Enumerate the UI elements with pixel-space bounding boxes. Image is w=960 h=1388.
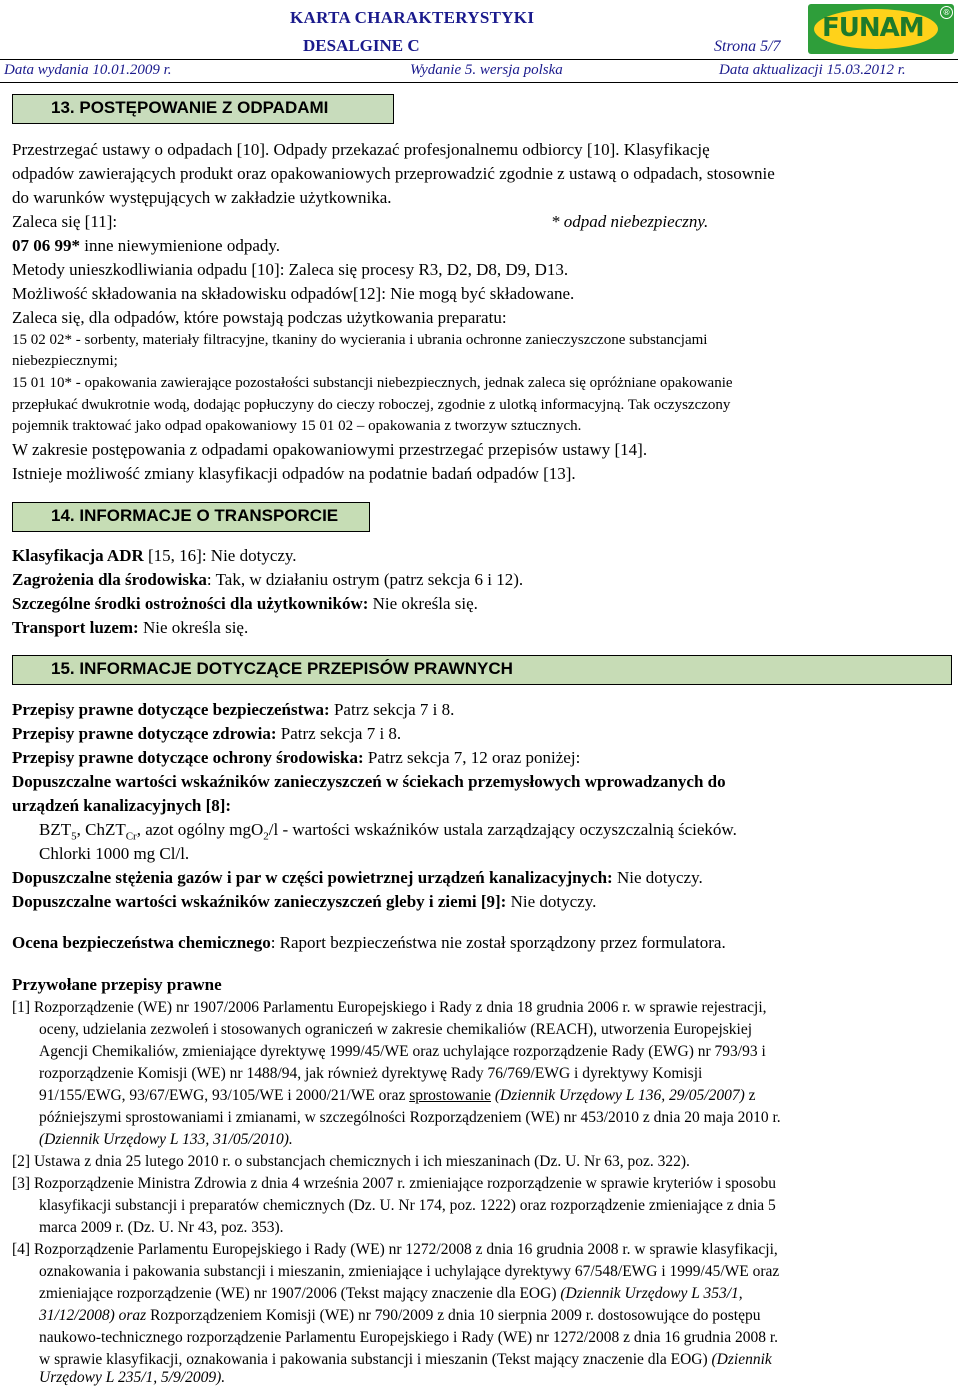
env-protection-value: Patrz sekcja 7, 12 oraz poniżej: (363, 748, 581, 767)
ref-4-line-1: [4] Rozporządzenie Parlamentu Europejskiego i Rady (WE) nr 1272/2008 z dnia 16 grudnia 2008 r. w sprawie klasyfikacji, (12, 1241, 778, 1258)
chzt-text: , ChZT (76, 820, 126, 839)
adr-label: Klasyfikacja ADR (12, 546, 144, 565)
s13-recommend (12, 212, 117, 232)
gas-label: Dopuszczalne stężenia gazów i par w części powietrznej urządzeń kanalizacyjnych: (12, 868, 613, 887)
ref-1-tail: z (744, 1087, 756, 1104)
s15-sewer-line-1: Dopuszczalne wartości wskaźników zanieczyszczeń w ściekach przemysłowych wprowadzanych do (12, 772, 726, 791)
waste-code-desc: inne niewymienione odpady. (80, 236, 281, 255)
ref-2: [2] Ustawa z dnia 25 lutego 2010 r. o substancjach chemicznych i ich mieszaninach (Dz. U. Nr 63, poz. 322). (12, 1153, 690, 1170)
s13-line-2: odpadów zawierających produkt oraz opakowaniowych przeprowadzić zgodnie z ustawą o odpadach, stosownie (12, 164, 775, 183)
header-issue-date: Data wydania 10.01.2009 r. (4, 62, 172, 78)
header-divider (0, 59, 958, 60)
gas-value: Nie dotyczy. (612, 868, 703, 887)
bzt-text: BZT (39, 820, 72, 839)
ref-4-journal: (Dziennik Urzędowy L 353/1, (560, 1285, 743, 1302)
precautions-label: Szczególne środki ostrożności dla użytkowników: (12, 594, 369, 613)
header-update-date: Data aktualizacji 15.03.2012 r. (719, 62, 906, 78)
s13-line-15: Istnieje możliwość zmiany klasyfikacji odpadów na podatnie badań odpadów [13]. (12, 464, 576, 483)
s13-line-14: W zakresie postępowania z odpadami opakowaniowymi przestrzegać przepisów ustawy [14]. (12, 440, 648, 459)
header-edition: Wydanie 5. wersja polska (410, 62, 563, 78)
funam-logo (808, 4, 954, 54)
chzt-subscript: Cr (125, 830, 137, 843)
ref-4-text-2: w sprawie klasyfikacji, oznakowania i pakowania substancji i mieszanin (Tekst mający znaczenie dla EOG) (39, 1351, 712, 1368)
health-label: Przepisy prawne dotyczące zdrowia: (12, 724, 277, 743)
s13-recommend-label: Zaleca się [11]: (12, 212, 118, 231)
header-product-name: DESALGINE C (303, 36, 420, 55)
s15-soil (12, 892, 596, 912)
section-13-title: 13. POSTĘPOWANIE Z ODPADAMI (51, 98, 329, 117)
section-13-heading (12, 94, 394, 124)
s14-bulk (12, 618, 248, 638)
ref-1-line-5 (39, 1087, 756, 1105)
section-15-title: 15. INFORMACJE DOTYCZĄCE PRZEPISÓW PRAWNYCH (51, 659, 513, 678)
o2-subscript: 2 (263, 830, 269, 843)
health-value: Patrz sekcja 7 i 8. (276, 724, 402, 743)
s14-precautions (12, 594, 478, 614)
soil-value: Nie dotyczy. (506, 892, 597, 911)
section-14-heading (12, 502, 370, 532)
s13-line-8: Zaleca się, dla odpadów, które powstają podczas użytkowania preparatu: (12, 308, 507, 327)
ref-1-journal: (Dziennik Urzędowy L 136, 29/05/2007) (491, 1087, 745, 1104)
ref-1-line-3: Agencji Chemikaliów, zmieniające dyrektywę 1999/45/WE oraz uchylające rozporządzenie Rady (EWG) nr 793/93 i (39, 1043, 766, 1060)
s15-safety (12, 700, 454, 720)
ref-3-line-2: klasyfikacji substancji i preparatów chemicznych (Dz. U. Nr 174, poz. 1222) oraz rozporządzenie zmieniające z dnia 5 (39, 1197, 776, 1214)
ref-4-line-2: oznakowania i pakowania substancji i mieszanin, zmieniające i uchylające dyrektywy 67/548/EWG i 1999/45/WE oraz (39, 1263, 780, 1280)
csa-label: Ocena bezpieczeństwa chemicznego (12, 933, 271, 952)
ref-4-line-7: Urzędowy L 235/1, 5/9/2009). (39, 1369, 226, 1386)
ref-1-line-4: rozporządzenie Komisji (WE) nr 1488/94, jak również dyrektywę Rady 76/769/EWG i dyrektywy Komisji (39, 1065, 703, 1082)
s15-env-protection (12, 748, 580, 768)
section-14-title: 14. INFORMACJE O TRANSPORCIE (51, 506, 339, 525)
precautions-value: Nie określa się. (368, 594, 478, 613)
env-hazard-value: : Tak, w działaniu ostrym (patrz sekcja 6 i 12). (206, 570, 524, 589)
s14-env (12, 570, 523, 590)
ref-1-line-6: późniejszymi sprostowaniami i zmianami, w szczególności Rozporządzeniem (WE) nr 453/2010 z dnia 20 maja 2010 r. (39, 1109, 781, 1126)
s13-hazard-note: * odpad niebezpieczny. (551, 212, 709, 231)
s13-waste-code (12, 236, 280, 256)
s13-line-11: 15 01 10* - opakowania zawierające pozostałości substancji niebezpiecznych, jednak zaleca się opróżniane opakowanie (12, 375, 733, 391)
ref-4-line-6 (39, 1351, 772, 1369)
indicators-rest: /l - wartości wskaźników ustala zarządzający oczyszczalnią ścieków. (268, 820, 737, 839)
ref-1-line-2: oceny, udzielania zezwoleń i stosowanych ograniczeń w zakresie chemikaliów (REACH), utworzenia Europejskiej (39, 1021, 753, 1038)
s13-line-10: niebezpiecznymi; (12, 353, 118, 369)
env-hazard-label: Zagrożenia dla środowiska (12, 570, 207, 589)
s13-line-9: 15 02 02* - sorbenty, materiały filtracyjne, tkaniny do wycierania i ubrania ochronne zanieczyszczone substancjami (12, 332, 708, 348)
ref-1-text: 91/155/EWG, 93/67/EWG, 93/105/WE i 2000/21/WE oraz (39, 1087, 410, 1104)
ref-3-line-3: marca 2009 r. (Dz. U. Nr 43, poz. 353). (39, 1219, 284, 1236)
ref-1-line-1: [1] Rozporządzenie (WE) nr 1907/2006 Parlamentu Europejskiego i Rady z dnia 18 grudnia 2006 r. w sprawie rejestracji, (12, 999, 767, 1016)
env-protection-label: Przepisy prawne dotyczące ochrony środowiska: (12, 748, 364, 767)
azot-text: , azot ogólny mgO (136, 820, 264, 839)
registered-mark-icon: ® (940, 6, 953, 19)
ref-4-journal-cont: 31/12/2008) oraz (39, 1307, 147, 1324)
ref-4-text-cont: Rozporządzeniem Komisji (WE) nr 790/2009 z dnia 10 sierpnia 2009 r. dostosowujące do postępu (146, 1307, 761, 1324)
ref-4-line-5: naukowo-technicznego rozporządzenie Parlamentu Europejskiego i Rady (WE) nr 1272/2008 z dnia 16 grudnia 2008 r. (39, 1329, 779, 1346)
bulk-label: Transport luzem: (12, 618, 139, 637)
ref-3-line-1: [3] Rozporządzenie Ministra Zdrowia z dnia 4 września 2007 r. zmieniające rozporządzenie w sprawie kryteriów i sposobu (12, 1175, 776, 1192)
s13-line-13: pojemnik traktować jako odpad opakowaniowy 15 01 02 – opakowania z tworzyw sztucznych. (12, 418, 582, 434)
bulk-value: Nie określa się. (138, 618, 249, 637)
s15-csa (12, 933, 726, 953)
ref-4-line-4 (39, 1307, 761, 1325)
s15-chlorki: Chlorki 1000 mg Cl/l. (39, 844, 190, 863)
header-bottom-divider (0, 82, 958, 83)
document-header (0, 0, 960, 84)
s13-line-6: Metody unieszkodliwiania odpadu [10]: Zaleca się procesy R3, D2, D8, D9, D13. (12, 260, 569, 279)
header-page-number: Strona 5/7 (714, 38, 781, 55)
ref-4-journal-2: (Dziennik (711, 1351, 772, 1368)
waste-code: 07 06 99* (12, 236, 80, 255)
adr-value: [15, 16]: Nie dotyczy. (143, 546, 297, 565)
ref-1-line-7: (Dziennik Urzędowy L 133, 31/05/2010). (39, 1131, 293, 1148)
s13-line-7: Możliwość składowania na składowisku odpadów[12]: Nie mogą być składowane. (12, 284, 575, 303)
s15-gas (12, 868, 703, 888)
safety-label: Przepisy prawne dotyczące bezpieczeństwa: (12, 700, 330, 719)
s15-health (12, 724, 401, 744)
logo-wordmark: FUNAM (822, 13, 924, 43)
csa-value: : Raport bezpieczeństwa nie został sporządzony przez formulatora. (270, 933, 726, 952)
section-15-heading (12, 655, 952, 685)
s13-line-3: do warunków występujących w zakładzie użytkownika. (12, 188, 392, 207)
ref-4-text: zmieniające rozporządzenie (WE) nr 1907/2006 (Tekst mający znaczenie dla EOG) (39, 1285, 561, 1302)
header-title: KARTA CHARAKTERYSTYKI (290, 8, 535, 27)
ref-4-line-3 (39, 1285, 743, 1303)
safety-value: Patrz sekcja 7 i 8. (329, 700, 455, 719)
s13-line-1: Przestrzegać ustawy o odpadach [10]. Odpady przekazać profesjonalnemu odbiorcy [10]. Klasyfikację (12, 140, 710, 159)
ref-1-underlined: sprostowanie (409, 1087, 492, 1104)
bzt-subscript: 5 (71, 830, 77, 843)
refs-heading: Przywołane przepisy prawne (12, 975, 222, 994)
s15-indicators (39, 820, 737, 842)
s15-sewer-line-2: urządzeń kanalizacyjnych [8]: (12, 796, 232, 815)
soil-label: Dopuszczalne wartości wskaźników zanieczyszczeń gleby i ziemi [9]: (12, 892, 507, 911)
s13-line-12: przepłukać dwukrotnie wodą, dodając popłuczyny do cieczy roboczej, zgodnie z ulotką informacyjną. Tak oczyszczony (12, 397, 731, 413)
s14-adr (12, 546, 297, 566)
